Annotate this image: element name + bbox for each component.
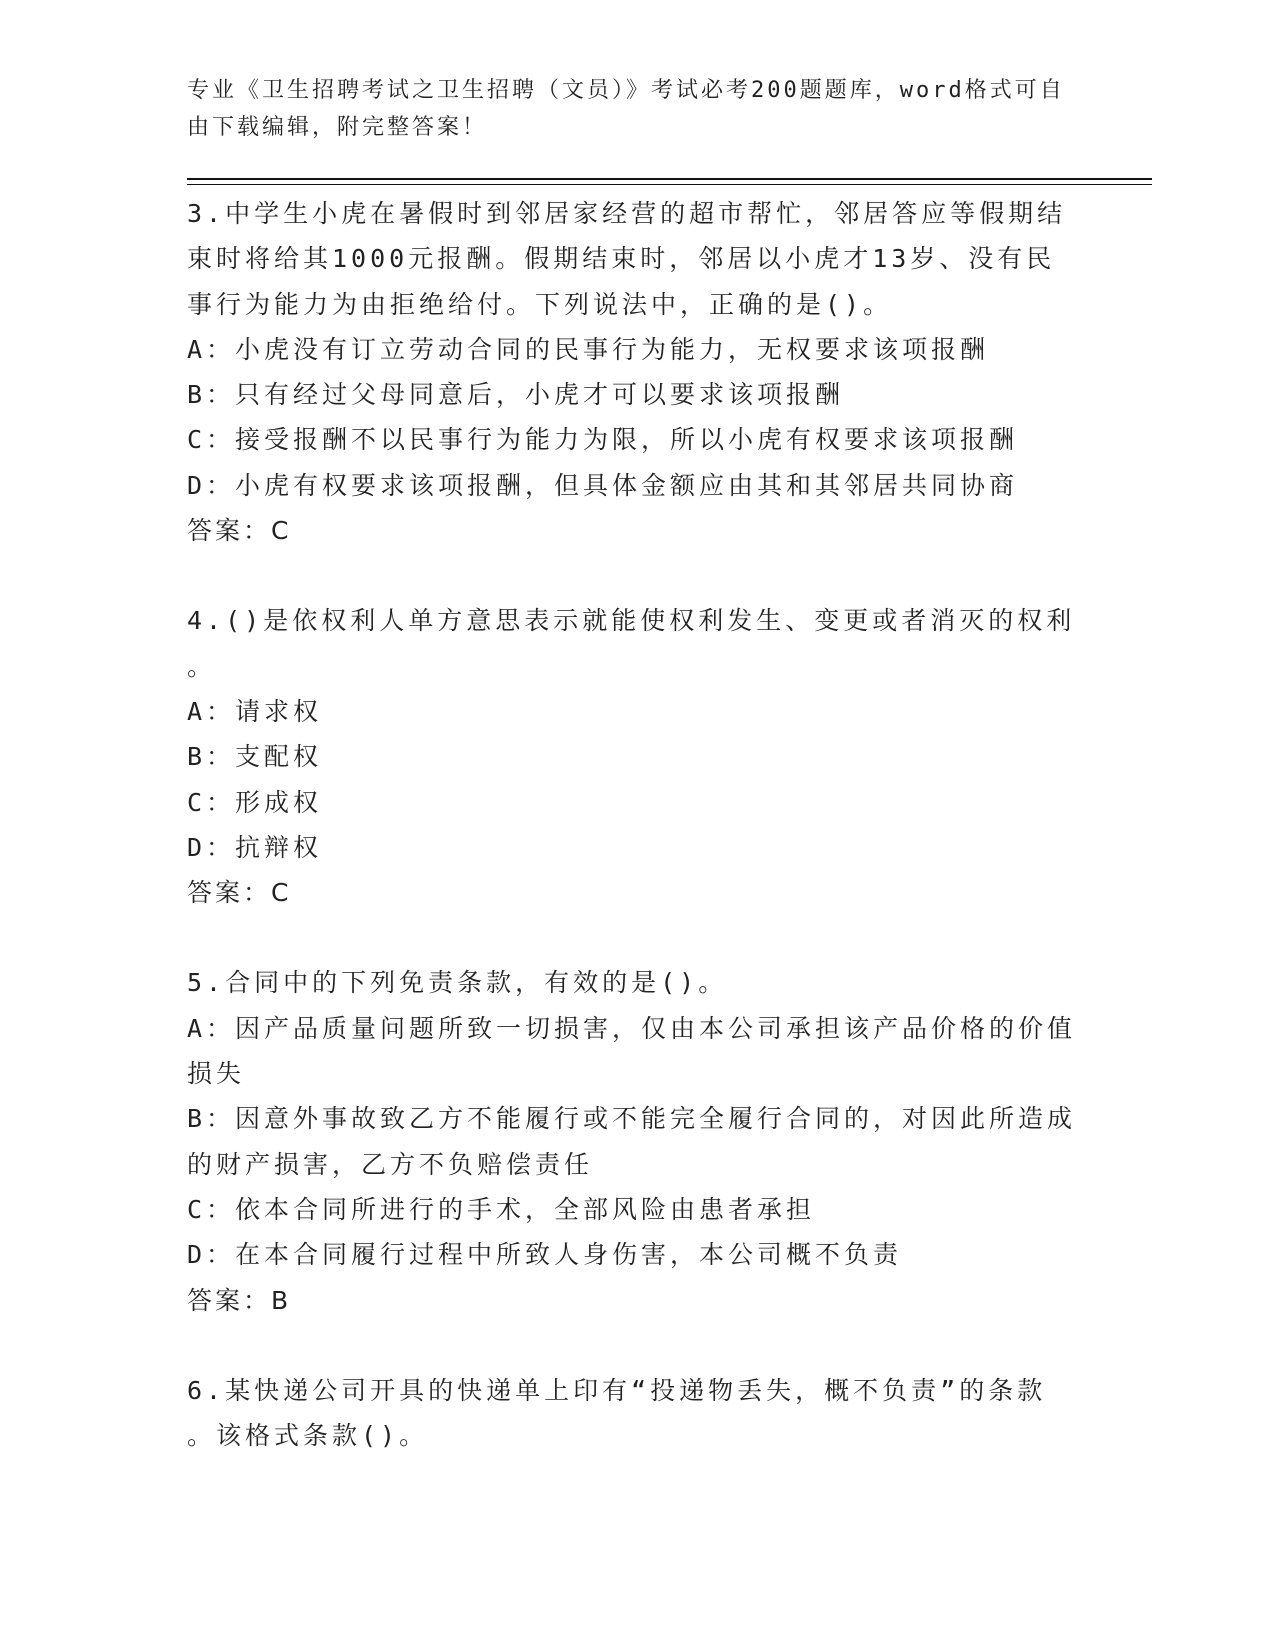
option-line: D：小虎有权要求该项报酬，但具体金额应由其和其邻居共同协商 [187,470,1019,500]
header-divider-thin [187,184,1152,185]
header-line: 由下载编辑，附完整答案！ [187,115,488,140]
option-line: A：请求权 [187,696,323,726]
question-stem-line: 4.()是依权利人单方意思表示就能使权利发生、变更或者消灭的权利 [187,606,1076,636]
question-block [187,1368,1067,1459]
header-line: 专业《卫生招聘考试之卫生招聘（文员）》考试必考200题题库，word格式可自 [187,78,1065,103]
option-line: B：支配权 [187,742,323,772]
option-line: C：形成权 [187,787,323,817]
question-stem-line: 束时将给其1000元报酬。假期结束时，邻居以小虎才13岁、没有民 [187,244,1056,274]
option-line: A：小虎没有订立劳动合同的民事行为能力，无权要求该项报酬 [187,334,990,364]
question-stem-line: 事行为能力为由拒绝给付。下列说法中，正确的是()。 [187,289,893,319]
option-line: D：抗辩权 [187,832,323,862]
header-divider-thick [187,178,1152,180]
question-list [187,191,1077,1503]
option-line: C：接受报酬不以民事行为能力为限，所以小虎有权要求该项报酬 [187,425,1019,455]
question-stem-line: 6.某快递公司开具的快递单上印有“投递物丢失，概不负责”的条款 [187,1375,1047,1405]
option-line: 的财产损害，乙方不负赔偿责任 [187,1149,594,1179]
question-stem-line: 5.合同中的下列免责条款，有效的是()。 [187,968,728,998]
option-line: A：因产品质量问题所致一切损害，仅由本公司承担该产品价格的价值 [187,1013,1077,1043]
question-block [187,960,1077,1322]
answer-line: 答案：C [187,516,292,546]
option-line: B：因意外事故致乙方不能履行或不能完全履行合同的，对因此所造成 [187,1104,1077,1134]
document-header [187,72,1067,146]
question-stem-line: 。 [187,651,217,681]
answer-line: 答案：C [187,878,292,908]
option-line: C：依本合同所进行的手术，全部风险由患者承担 [187,1194,816,1224]
option-line: B：只有经过父母同意后，小虎才可以要求该项报酬 [187,380,845,410]
option-line: 损失 [187,1059,246,1089]
question-block [187,598,1076,915]
question-block [187,191,1067,553]
question-stem-line: 3.中学生小虎在暑假时到邻居家经营的超市帮忙，邻居答应等假期结 [187,199,1067,228]
answer-line: 答案：B [187,1285,292,1315]
question-stem-line: 。该格式条款()。 [187,1421,429,1451]
option-line: D：在本合同履行过程中所致人身伤害，本公司概不负责 [187,1240,903,1270]
